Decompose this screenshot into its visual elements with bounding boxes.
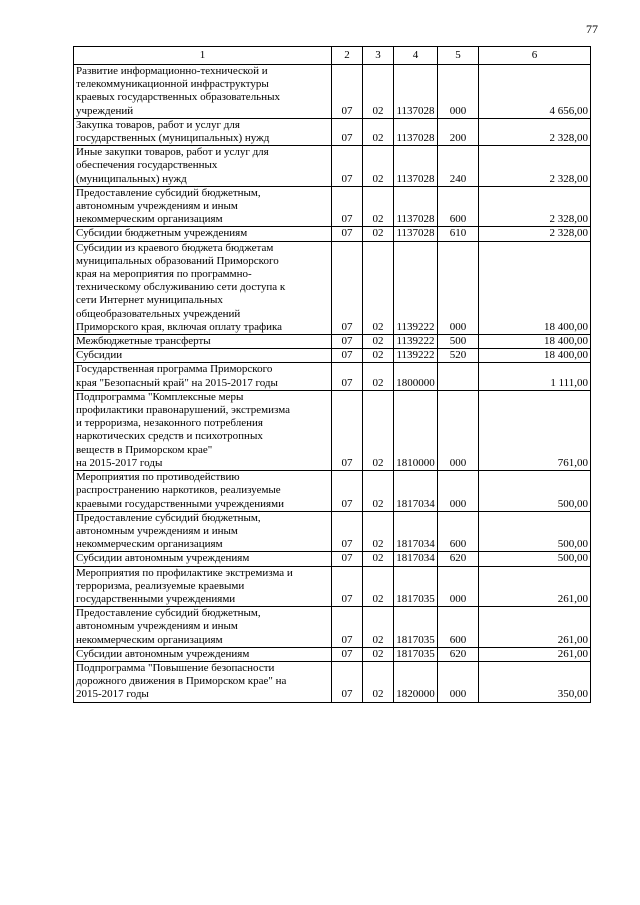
amount-cell [479,118,591,145]
row-name-text: Подпрограмма "Повышение безопасности дорожного движения в Приморском крае" на 2015-2017 годы [76,661,287,701]
amount-text: 500,00 [557,552,588,565]
section-code-cell [332,227,363,241]
subsection-code-text: 02 [372,172,384,185]
section-code-text: 07 [341,647,353,660]
row-name-text: Иные закупки товаров, работ и услуг для обеспечения государственных (муниципальных) нужд [76,146,269,185]
target-article-text: 1137028 [396,132,435,145]
amount-text: 18 400,00 [544,320,588,333]
section-code-text: 07 [341,376,353,389]
expense-type-text: 620 [449,647,467,660]
expense-type-cell [438,661,479,702]
section-code-cell [332,471,363,512]
expense-type-cell [438,363,479,390]
section-code-cell [332,146,363,187]
section-code-text: 07 [341,213,353,226]
section-code-cell [332,661,363,702]
target-article-text: 1817035 [396,633,435,646]
row-name-text: Субсидии из краевого бюджета бюджетам муниципальных образований Приморского края на мероприятия по программно- техническому обслуживанию сети доступа к сети Интернет муниципальных общеобразовательных учреждений Приморского края, включая оплату трафика [76,241,286,333]
table-row [74,511,591,552]
section-code-text: 07 [341,456,353,469]
expense-type-cell [438,607,479,648]
subsection-code-cell [363,566,394,607]
row-name-text: Предоставление субсидий бюджетным, автономным учреждениям и иным некоммерческим организациям [76,186,261,226]
row-name-cell [74,65,332,119]
expense-type-text: 000 [449,320,467,333]
target-article-text: 1139222 [396,320,435,333]
section-code-text: 07 [341,132,353,145]
row-name-text: Подпрограмма "Комплексные меры профилактики правонарушений, экстремизма и терроризма, незаконного потребления наркотических средств и психотропных веществ в Приморском крае" на 2015-2017 годы [76,390,290,469]
expense-type-cell [438,647,479,661]
target-article-cell [394,661,438,702]
section-code-cell [332,241,363,334]
expense-type-cell [438,186,479,227]
row-name-cell [74,552,332,566]
target-article-text: 1817035 [396,647,435,660]
target-article-cell [394,186,438,227]
row-name-text: Мероприятия по профилактике экстремизма и терроризма, реализуемые краевыми государственными учреждениями [76,566,293,605]
row-name-cell [74,146,332,187]
amount-text: 350,00 [557,688,588,701]
row-name-cell [74,118,332,145]
page-number: 77 [586,22,598,36]
subsection-code-cell [363,471,394,512]
target-article-text: 1139222 [396,335,435,348]
table-row [74,647,591,661]
table-row [74,349,591,363]
section-code-text: 07 [341,227,353,240]
target-article-text: 1817034 [396,552,435,565]
section-code-cell [332,607,363,648]
expense-type-text: 000 [449,592,467,605]
subsection-code-text: 02 [372,320,384,333]
subsection-code-text: 02 [372,376,384,389]
section-code-text: 07 [341,104,353,117]
amount-text: 2 328,00 [549,132,588,145]
expense-type-text: 200 [449,132,467,145]
row-name-cell [74,511,332,552]
amount-text: 18 400,00 [544,335,588,348]
subsection-code-text: 02 [372,456,384,469]
table-row [74,661,591,702]
section-code-cell [332,118,363,145]
amount-cell [479,363,591,390]
amount-text: 1 111,00 [550,376,588,389]
amount-text: 18 400,00 [544,349,588,362]
row-name-cell [74,349,332,363]
expense-type-cell [438,118,479,145]
section-code-cell [332,511,363,552]
row-name-cell [74,471,332,512]
row-name-text: Субсидии автономным учреждениям [76,647,250,660]
target-article-text: 1137028 [396,104,435,117]
expense-type-cell [438,146,479,187]
section-code-cell [332,552,363,566]
target-article-text: 1817034 [396,538,435,551]
column-header: 2 [332,47,363,65]
amount-cell [479,661,591,702]
section-code-text: 07 [341,497,353,510]
target-article-text: 1810000 [396,456,435,469]
expense-type-text: 600 [449,633,467,646]
subsection-code-text: 02 [372,132,384,145]
subsection-code-text: 02 [372,213,384,226]
amount-text: 2 328,00 [549,227,588,240]
expense-type-text: 000 [449,456,467,469]
subsection-code-text: 02 [372,538,384,551]
target-article-cell [394,335,438,349]
expense-type-cell [438,566,479,607]
section-code-text: 07 [341,320,353,333]
subsection-code-text: 02 [372,592,384,605]
expense-type-text: 620 [449,552,467,565]
target-article-cell [394,552,438,566]
column-header: 3 [363,47,394,65]
column-header: 6 [479,47,591,65]
section-code-cell [332,65,363,119]
row-name-text: Государственная программа Приморского края "Безопасный край" на 2015-2017 годы [76,363,278,389]
subsection-code-text: 02 [372,349,384,362]
subsection-code-cell [363,227,394,241]
row-name-cell [74,566,332,607]
section-code-text: 07 [341,349,353,362]
target-article-text: 1820000 [396,688,435,701]
subsection-code-text: 02 [372,497,384,510]
target-article-cell [394,511,438,552]
row-name-cell [74,363,332,390]
subsection-code-cell [363,390,394,470]
table-row [74,65,591,119]
target-article-text: 1137028 [396,213,435,226]
target-article-text: 1817035 [396,592,435,605]
target-article-cell [394,65,438,119]
subsection-code-text: 02 [372,104,384,117]
expense-type-text: 600 [449,538,467,551]
row-name-cell [74,241,332,334]
header-row [74,47,591,65]
expense-type-text: 000 [449,104,467,117]
row-name-text: Субсидии бюджетным учреждениям [76,227,248,240]
expense-type-cell [438,65,479,119]
column-header: 4 [394,47,438,65]
table-row [74,471,591,512]
amount-text: 500,00 [557,538,588,551]
expense-type-cell [438,349,479,363]
expense-type-cell [438,552,479,566]
amount-text: 261,00 [557,633,588,646]
expense-type-text: 000 [449,497,467,510]
amount-text: 500,00 [557,497,588,510]
row-name-text: Субсидии автономным учреждениям [76,552,250,565]
row-name-cell [74,335,332,349]
expense-type-text: 240 [449,172,467,185]
expense-type-text: 520 [449,349,467,362]
row-name-text: Предоставление субсидий бюджетным, автономным учреждениям и иным некоммерческим организациям [76,511,261,551]
target-article-cell [394,227,438,241]
amount-cell [479,146,591,187]
subsection-code-text: 02 [372,335,384,348]
amount-cell [479,511,591,552]
table-row [74,363,591,390]
expense-type-cell [438,390,479,470]
row-name-text: Закупка товаров, работ и услуг для государственных (муниципальных) нужд [76,118,270,145]
amount-cell [479,241,591,334]
column-header: 5 [438,47,479,65]
target-article-cell [394,349,438,363]
amount-cell [479,227,591,241]
section-code-cell [332,390,363,470]
amount-cell [479,552,591,566]
subsection-code-text: 02 [372,552,384,565]
table-row [74,566,591,607]
section-code-text: 07 [341,335,353,348]
table-row [74,186,591,227]
target-article-text: 1139222 [396,349,435,362]
section-code-text: 07 [341,688,353,701]
amount-cell [479,186,591,227]
subsection-code-cell [363,186,394,227]
target-article-cell [394,118,438,145]
target-article-cell [394,471,438,512]
expense-type-cell [438,227,479,241]
subsection-code-cell [363,647,394,661]
subsection-code-cell [363,363,394,390]
table-row [74,552,591,566]
target-article-text: 1817034 [396,497,435,510]
section-code-text: 07 [341,552,353,565]
table-row [74,390,591,470]
row-name-cell [74,647,332,661]
target-article-text: 1137028 [396,227,435,240]
section-code-cell [332,349,363,363]
section-code-text: 07 [341,633,353,646]
expense-type-cell [438,335,479,349]
table-row [74,146,591,187]
amount-cell [479,65,591,119]
section-code-text: 07 [341,592,353,605]
expense-type-text: 000 [449,688,467,701]
amount-cell [479,335,591,349]
section-code-cell [332,363,363,390]
subsection-code-cell [363,146,394,187]
target-article-cell [394,241,438,334]
amount-cell [479,607,591,648]
budget-table [73,46,591,703]
section-code-cell [332,335,363,349]
expense-type-cell [438,471,479,512]
target-article-cell [394,647,438,661]
target-article-cell [394,390,438,470]
section-code-cell [332,566,363,607]
row-name-cell [74,607,332,648]
subsection-code-text: 02 [372,688,384,701]
amount-text: 761,00 [557,456,588,469]
amount-cell [479,390,591,470]
subsection-code-cell [363,607,394,648]
target-article-cell [394,363,438,390]
section-code-cell [332,186,363,227]
table-row [74,227,591,241]
amount-text: 2 328,00 [549,172,588,185]
target-article-cell [394,607,438,648]
expense-type-text: 500 [449,335,467,348]
subsection-code-cell [363,661,394,702]
expense-type-cell [438,241,479,334]
subsection-code-text: 02 [372,647,384,660]
subsection-code-cell [363,65,394,119]
subsection-code-cell [363,335,394,349]
amount-text: 4 656,00 [549,104,588,117]
subsection-code-text: 02 [372,633,384,646]
amount-cell [479,647,591,661]
amount-text: 2 328,00 [549,213,588,226]
row-name-text: Межбюджетные трансферты [76,335,211,348]
row-name-text: Мероприятия по противодействию распространению наркотиков, реализуемые краевыми государственными учреждениями [76,471,284,510]
target-article-cell [394,566,438,607]
subsection-code-cell [363,349,394,363]
table-row [74,335,591,349]
row-name-cell [74,390,332,470]
row-name-text: Предоставление субсидий бюджетным, автономным учреждениям и иным некоммерческим организациям [76,607,261,646]
amount-text: 261,00 [557,592,588,605]
row-name-text: Развитие информационно-технической и телекоммуникационной инфраструктуры краевых государственных образовательных учреждений [76,65,280,117]
expense-type-text: 610 [449,227,467,240]
expense-type-text: 600 [449,213,467,226]
subsection-code-cell [363,118,394,145]
row-name-cell [74,186,332,227]
section-code-text: 07 [341,172,353,185]
target-article-text: 1137028 [396,172,435,185]
amount-cell [479,471,591,512]
subsection-code-cell [363,241,394,334]
expense-type-cell [438,511,479,552]
table-row [74,607,591,648]
amount-cell [479,349,591,363]
table-body [74,65,591,703]
target-article-cell [394,146,438,187]
column-header: 1 [74,47,332,65]
section-code-text: 07 [341,538,353,551]
amount-text: 261,00 [557,647,588,660]
subsection-code-cell [363,511,394,552]
target-article-text: 1800000 [396,376,435,389]
row-name-cell [74,227,332,241]
row-name-cell [74,661,332,702]
subsection-code-text: 02 [372,227,384,240]
subsection-code-cell [363,552,394,566]
table-row [74,241,591,334]
table-row [74,118,591,145]
section-code-cell [332,647,363,661]
amount-cell [479,566,591,607]
row-name-text: Субсидии [76,349,123,362]
